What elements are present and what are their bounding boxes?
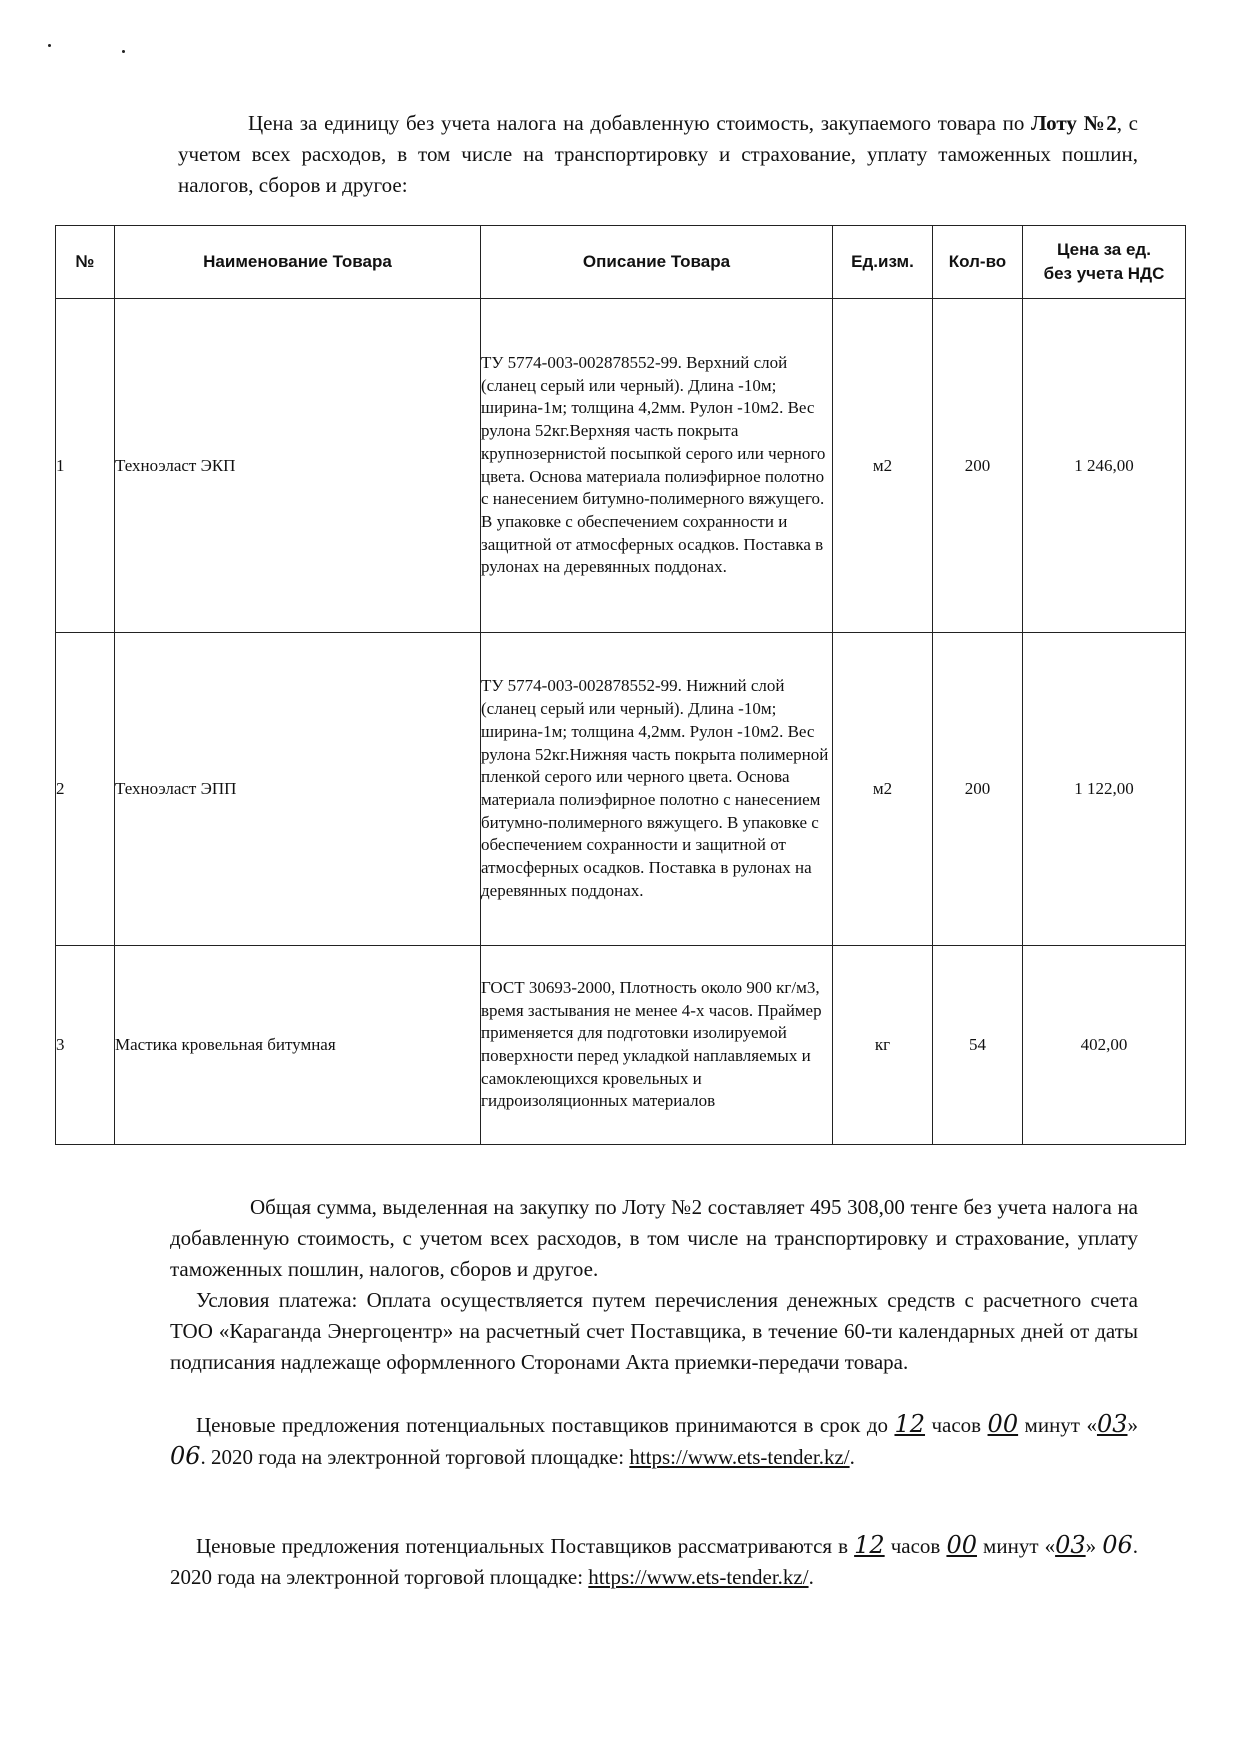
payment-text: Условия платежа: Оплата осуществляется путем перечисления денежных средств с расчетного счета ТОО «Караганда Энергоцентр» на расчетный счет Поставщика, в течение 60-ти календарных дней от даты подписания надлежаще оформленного Сторонами Акта приемки-передачи товара.	[170, 1288, 1138, 1374]
acceptance-text-quote: »	[1127, 1413, 1138, 1437]
acceptance-paragraph	[170, 1409, 1138, 1473]
total-paragraph	[170, 1192, 1138, 1285]
review-paragraph	[170, 1530, 1138, 1593]
product-description: ГОСТ 30693-2000, Плотность около 900 кг/м3, время застывания не менее 4-х часов. Праймер применяется для подготовки изолируемой поверхности перед укладкой наплавляемых и самоклеющихся кровельных и гидроизоляционных материалов	[481, 946, 833, 1145]
acceptance-text-minutes: минут «	[1018, 1413, 1097, 1437]
quantity: 54	[933, 946, 1023, 1145]
acceptance-text-year: . 2020 года на электронной торговой площадке:	[200, 1445, 630, 1469]
product-name: Техноэласт ЭПП	[115, 633, 481, 946]
unit: м2	[833, 299, 933, 633]
header-num: №	[56, 226, 115, 299]
unit-price: 402,00	[1023, 946, 1186, 1145]
review-text-hours: часов	[884, 1534, 947, 1558]
scan-speck	[48, 44, 51, 47]
unit: м2	[833, 633, 933, 946]
table-row	[56, 633, 1186, 946]
handwritten-day: 03	[1096, 1410, 1128, 1438]
product-name: Техноэласт ЭКП	[115, 299, 481, 633]
payment-paragraph	[170, 1285, 1138, 1378]
row-number: 1	[56, 299, 115, 633]
handwritten-month: 06	[170, 1442, 201, 1470]
handwritten-month: 06	[1102, 1531, 1133, 1559]
product-description: ТУ 5774-003-002878552-99. Нижний слой (сланец серый или черный). Длина -10м; ширина-1м; толщина 4,2мм. Рулон -10м2. Вес рулона 52кг.Нижняя часть покрыта полимерной пленкой серого или черного цвета. Основа материала полиэфирное полотно с нанесением битумно-полимерного вяжущего. В упаковке с обеспечением сохранности и защитной от атмосферных осадков. Поставка в рулонах на деревянных поддонах.	[481, 633, 833, 946]
unit-price: 1 246,00	[1023, 299, 1186, 633]
intro-paragraph	[178, 108, 1138, 201]
header-quantity: Кол-во	[933, 226, 1023, 299]
table-row	[56, 946, 1186, 1145]
unit-price: 1 122,00	[1023, 633, 1186, 946]
lot-number: Лоту №2	[1031, 111, 1117, 135]
header-description: Описание Товара	[481, 226, 833, 299]
product-name: Мастика кровельная битумная	[115, 946, 481, 1145]
quantity: 200	[933, 299, 1023, 633]
review-text-quote: »	[1085, 1534, 1103, 1558]
handwritten-minute: 00	[987, 1410, 1019, 1438]
header-unit: Ед.изм.	[833, 226, 933, 299]
acceptance-text: Ценовые предложения потенциальных поставщиков принимаются в срок до	[196, 1413, 895, 1437]
handwritten-hour: 12	[894, 1410, 926, 1438]
handwritten-minute: 00	[946, 1531, 977, 1559]
product-description: ТУ 5774-003-002878552-99. Верхний слой (сланец серый или черный). Длина -10м; ширина-1м; толщина 4,2мм. Рулон -10м2. Вес рулона 52кг.Верхняя часть покрыта крупнозернистой посыпкой серого или черного цвета. Основа материала полиэфирное полотно с нанесением битумно-полимерного вяжущего. В упаковке с обеспечением сохранности и защитной от атмосферных осадков. Поставка в рулонах на деревянных поддонах.	[481, 299, 833, 633]
total-text: Общая сумма, выделенная на закупку по Лоту №2 составляет 495 308,00 тенге без учета налога на добавленную стоимость, с учетом всех расходов, в том числе на транспортировку и страхование, уплату таможенных пошлин, налогов, сборов и другое.	[170, 1195, 1138, 1281]
row-number: 3	[56, 946, 115, 1145]
header-name: Наименование Товара	[115, 226, 481, 299]
acceptance-text-hours: часов	[925, 1413, 988, 1437]
review-text-year: . 2020 года на электронной торговой площадке:	[170, 1534, 1138, 1589]
row-number: 2	[56, 633, 115, 946]
review-text-end: .	[808, 1565, 814, 1589]
table-row	[56, 299, 1186, 633]
handwritten-hour: 12	[854, 1531, 885, 1559]
review-text-minutes: минут «	[976, 1534, 1056, 1558]
intro-text-rest: , с учетом всех расходов, в том числе на транспортировку и страхование, уплату таможенных пошлин, налогов, сборов и другое:	[178, 111, 1138, 197]
header-price: Цена за ед. без учета НДС	[1023, 226, 1186, 299]
quantity: 200	[933, 633, 1023, 946]
acceptance-text-end: .	[849, 1445, 855, 1469]
review-text: Ценовые предложения потенциальных Поставщиков рассматриваются в	[196, 1534, 855, 1558]
scan-speck	[122, 50, 125, 53]
ets-tender-link[interactable]: https://www.ets-tender.kz/	[629, 1445, 850, 1469]
items-table	[55, 225, 1186, 1145]
handwritten-day: 03	[1055, 1531, 1086, 1559]
intro-text: Цена за единицу без учета налога на добавленную стоимость, закупаемого товара по	[248, 111, 1032, 135]
unit: кг	[833, 946, 933, 1145]
ets-tender-link[interactable]: https://www.ets-tender.kz/	[588, 1565, 809, 1589]
table-header-row	[56, 226, 1186, 299]
